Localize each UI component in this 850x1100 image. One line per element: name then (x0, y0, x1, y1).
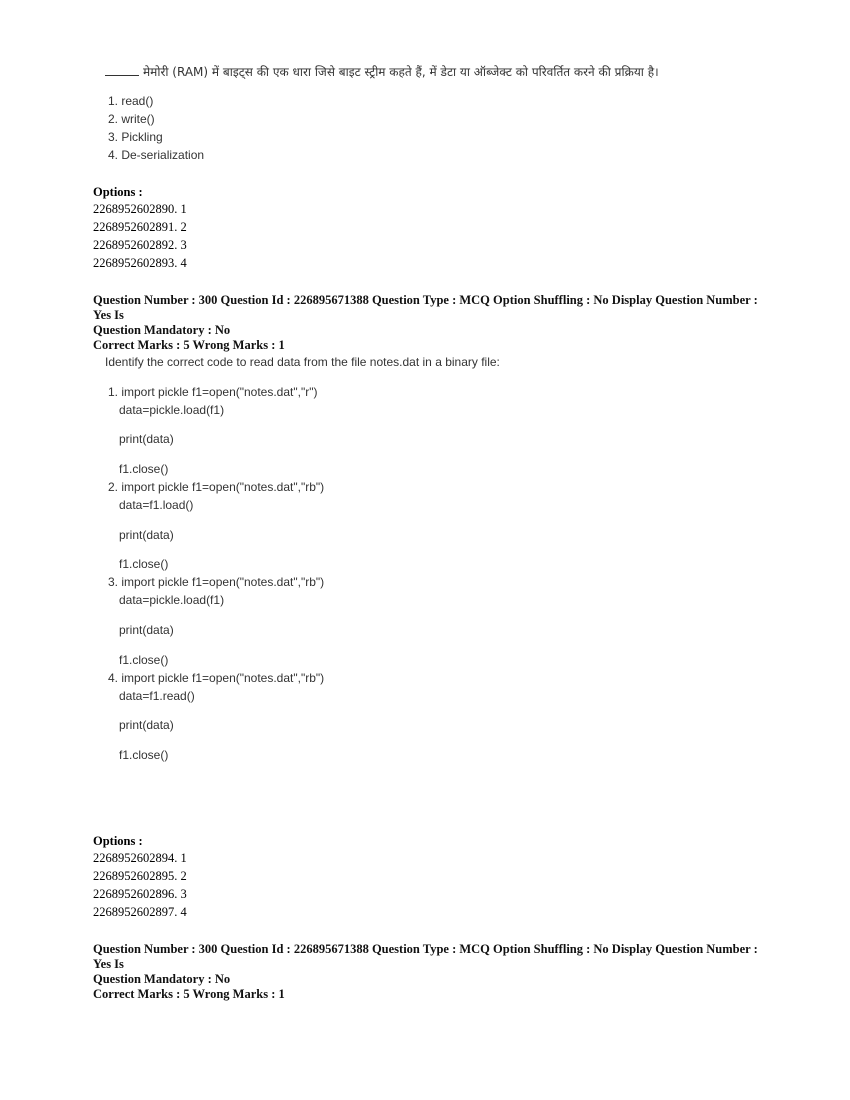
options-label: Options : (93, 185, 143, 199)
code-line: print(data) (119, 623, 174, 637)
code-line: f1.close() (119, 748, 169, 762)
option-id: 2268952602891. 2 (93, 220, 187, 234)
code-line: data=pickle.load(f1) (119, 593, 225, 607)
option-id: 2268952602893. 4 (93, 256, 187, 270)
code-line: print(data) (119, 528, 174, 542)
question-marks: Correct Marks : 5 Wrong Marks : 1 (93, 338, 285, 352)
question-meta-line: Question Number : 300 Question Id : 226895671388 Question Type : MCQ Option Shuffling : No Display Question Number : Yes Is (93, 942, 758, 971)
code-line: data=f1.load() (119, 498, 194, 512)
choice-4: 4. De-serialization (108, 148, 205, 162)
choice-1: 1. read() (108, 94, 154, 108)
answer-blank (105, 75, 139, 76)
option-id: 2268952602894. 1 (93, 851, 187, 865)
code-line: f1.close() (119, 653, 169, 667)
options-label: Options : (93, 834, 143, 848)
question-meta (93, 942, 773, 1002)
code-line: print(data) (119, 432, 174, 446)
option-id: 2268952602895. 2 (93, 869, 187, 883)
code-line: f1.close() (119, 557, 169, 571)
question-meta-line: Question Mandatory : No (93, 972, 231, 986)
question-meta-line: Question Number : 300 Question Id : 226895671388 Question Type : MCQ Option Shuffling : No Display Question Number : Yes Is (93, 293, 758, 322)
choice-2: 2. write() (108, 112, 155, 126)
choice-3: 3. Pickling (108, 130, 163, 144)
code-line: f1.close() (119, 462, 169, 476)
code-line: 4. import pickle f1=open("notes.dat","rb") (108, 671, 325, 685)
question-text: Identify the correct code to read data from the file notes.dat in a binary file: (105, 355, 500, 369)
option-id: 2268952602897. 4 (93, 905, 187, 919)
code-line: data=pickle.load(f1) (119, 403, 225, 417)
code-line: data=f1.read() (119, 689, 195, 703)
question-meta (93, 293, 773, 353)
question-marks: Correct Marks : 5 Wrong Marks : 1 (93, 987, 285, 1001)
option-id: 2268952602896. 3 (93, 887, 187, 901)
code-line: 3. import pickle f1=open("notes.dat","rb") (108, 575, 325, 589)
code-line: 2. import pickle f1=open("notes.dat","rb") (108, 480, 325, 494)
question-text-hindi: मेमोरी (RAM) में बाइट्स की एक धारा जिसे बाइट स्ट्रीम कहते हैं, में डेटा या ऑब्जेक्ट को परिवर्तित करने की प्रक्रिया है। (105, 63, 659, 80)
option-id: 2268952602890. 1 (93, 202, 187, 216)
question-meta-line: Question Mandatory : No (93, 323, 231, 337)
code-line: print(data) (119, 718, 174, 732)
option-id: 2268952602892. 3 (93, 238, 187, 252)
code-line: 1. import pickle f1=open("notes.dat","r") (108, 385, 318, 399)
